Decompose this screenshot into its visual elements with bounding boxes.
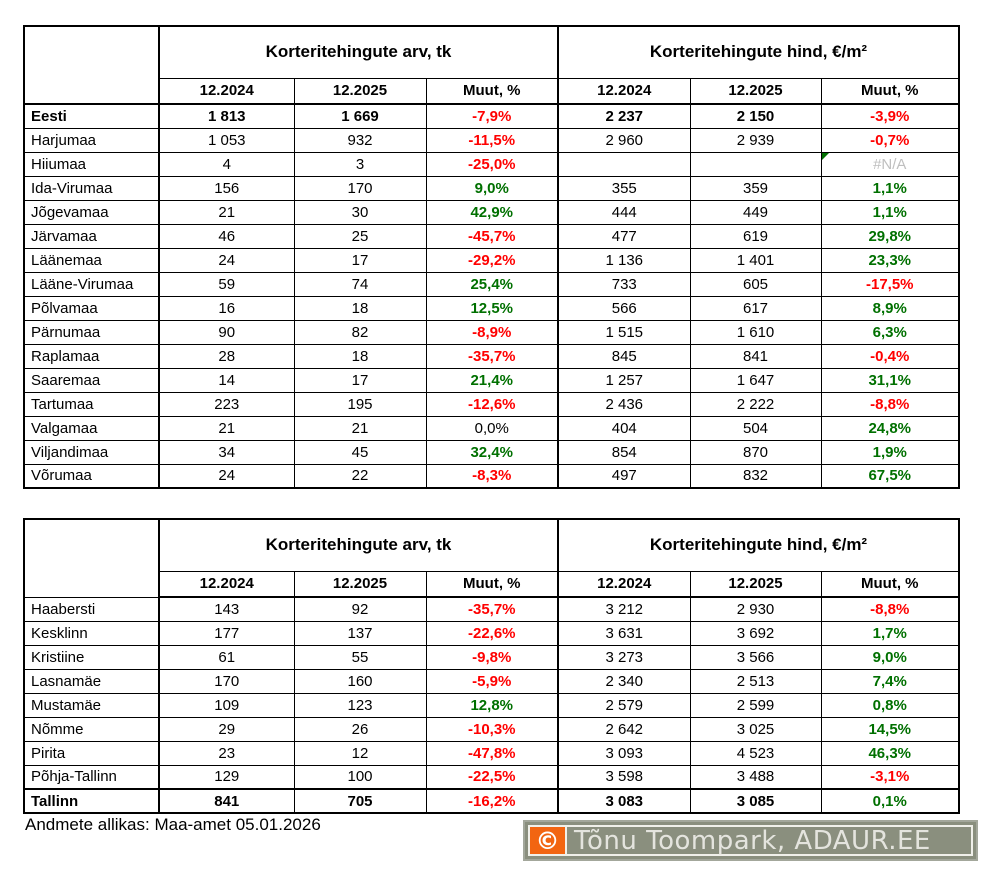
cell-count-2024: 14 — [159, 368, 294, 392]
cell-count-change: -11,5% — [426, 128, 558, 152]
cell-price-2025: 2 939 — [690, 128, 821, 152]
cell-price-2024: 2 237 — [558, 104, 690, 128]
col-header-price-2024: 12.2024 — [558, 78, 690, 104]
table-row — [24, 464, 959, 488]
table-row — [24, 248, 959, 272]
corner-empty-cell — [24, 519, 159, 597]
cell-price-change: 23,3% — [821, 248, 959, 272]
cell-count-change: -12,6% — [426, 392, 558, 416]
cell-count-2024: 129 — [159, 765, 294, 789]
cell-price-2025 — [690, 152, 821, 176]
cell-region-name: Saaremaa — [24, 368, 159, 392]
cell-price-2025: 1 647 — [690, 368, 821, 392]
cell-region-name: Raplamaa — [24, 344, 159, 368]
table-row — [24, 669, 959, 693]
cell-price-2024: 733 — [558, 272, 690, 296]
cell-count-change: -5,9% — [426, 669, 558, 693]
cell-count-2025: 705 — [294, 789, 426, 813]
cell-count-2024: 59 — [159, 272, 294, 296]
cell-price-2024: 3 631 — [558, 621, 690, 645]
table-row — [24, 392, 959, 416]
cell-count-change: -47,8% — [426, 741, 558, 765]
cell-price-2025: 832 — [690, 464, 821, 488]
cell-count-2025: 160 — [294, 669, 426, 693]
col-header-price-change: Muut, % — [821, 571, 959, 597]
cell-region-name: Läänemaa — [24, 248, 159, 272]
cell-price-2025: 4 523 — [690, 741, 821, 765]
col-header-count-2025: 12.2025 — [294, 78, 426, 104]
cell-count-2024: 34 — [159, 440, 294, 464]
cell-price-2025: 3 566 — [690, 645, 821, 669]
error-triangle-icon — [822, 153, 829, 160]
table-row — [24, 416, 959, 440]
cell-count-change: -35,7% — [426, 597, 558, 621]
cell-price-2024: 2 340 — [558, 669, 690, 693]
cell-price-2024: 1 136 — [558, 248, 690, 272]
cell-count-2025: 55 — [294, 645, 426, 669]
cell-count-change: 32,4% — [426, 440, 558, 464]
cell-count-2025: 45 — [294, 440, 426, 464]
tallinn-district-table — [23, 518, 960, 814]
cell-region-name: Jõgevamaa — [24, 200, 159, 224]
cell-price-change: 6,3% — [821, 320, 959, 344]
cell-count-2025: 18 — [294, 344, 426, 368]
cell-price-2025: 2 930 — [690, 597, 821, 621]
cell-count-2025: 100 — [294, 765, 426, 789]
cell-count-change: -22,5% — [426, 765, 558, 789]
cell-count-2024: 109 — [159, 693, 294, 717]
cell-price-2025: 2 150 — [690, 104, 821, 128]
cell-region-name: Valgamaa — [24, 416, 159, 440]
sub-header-row — [24, 78, 959, 104]
cell-price-2024: 3 083 — [558, 789, 690, 813]
cell-price-2025: 619 — [690, 224, 821, 248]
table-row — [24, 224, 959, 248]
table-row — [24, 344, 959, 368]
cell-count-2025: 26 — [294, 717, 426, 741]
cell-price-2024: 2 436 — [558, 392, 690, 416]
cell-count-2025: 137 — [294, 621, 426, 645]
cell-count-2024: 24 — [159, 248, 294, 272]
cell-price-2024: 3 093 — [558, 741, 690, 765]
cell-price-2024: 404 — [558, 416, 690, 440]
cell-price-2025: 841 — [690, 344, 821, 368]
col-header-price-2025: 12.2025 — [690, 78, 821, 104]
sub-header-row — [24, 571, 959, 597]
cell-price-2025: 1 610 — [690, 320, 821, 344]
cell-count-change: -45,7% — [426, 224, 558, 248]
cell-region-name: Tartumaa — [24, 392, 159, 416]
col-header-count-change: Muut, % — [426, 571, 558, 597]
cell-region-name: Kristiine — [24, 645, 159, 669]
table-row — [24, 765, 959, 789]
cell-price-2024: 3 273 — [558, 645, 690, 669]
cell-count-2024: 143 — [159, 597, 294, 621]
cell-region-name: Pirita — [24, 741, 159, 765]
cell-count-2024: 223 — [159, 392, 294, 416]
cell-price-change: -17,5% — [821, 272, 959, 296]
cell-price-2024: 566 — [558, 296, 690, 320]
cell-count-change: 42,9% — [426, 200, 558, 224]
cell-count-2025: 17 — [294, 248, 426, 272]
cell-count-2025: 18 — [294, 296, 426, 320]
cell-price-2024: 444 — [558, 200, 690, 224]
cell-price-change: 1,1% — [821, 200, 959, 224]
cell-price-2024: 2 642 — [558, 717, 690, 741]
col-header-count-2024: 12.2024 — [159, 571, 294, 597]
cell-count-2025: 17 — [294, 368, 426, 392]
cell-count-2024: 177 — [159, 621, 294, 645]
cell-price-2025: 3 025 — [690, 717, 821, 741]
cell-region-name: Kesklinn — [24, 621, 159, 645]
cell-count-2024: 21 — [159, 200, 294, 224]
cell-count-change: 25,4% — [426, 272, 558, 296]
watermark-frame — [528, 825, 973, 856]
watermark-label: Tõnu Toompark, ADAUR.EE — [574, 825, 931, 856]
cell-count-2024: 61 — [159, 645, 294, 669]
cell-price-2025: 617 — [690, 296, 821, 320]
cell-count-2024: 156 — [159, 176, 294, 200]
cell-region-name: Lasnamäe — [24, 669, 159, 693]
cell-region-name: Põlvamaa — [24, 296, 159, 320]
cell-price-change: -0,7% — [821, 128, 959, 152]
cell-count-2024: 1 053 — [159, 128, 294, 152]
cell-count-change: -9,8% — [426, 645, 558, 669]
table-row — [24, 741, 959, 765]
cell-price-2024: 1 257 — [558, 368, 690, 392]
cell-region-name: Pärnumaa — [24, 320, 159, 344]
cell-price-2025: 359 — [690, 176, 821, 200]
cell-price-change: -3,9% — [821, 104, 959, 128]
cell-count-2025: 21 — [294, 416, 426, 440]
cell-price-2025: 1 401 — [690, 248, 821, 272]
cell-price-2025: 605 — [690, 272, 821, 296]
cell-price-change: 1,7% — [821, 621, 959, 645]
copyright-icon: © — [530, 827, 567, 854]
cell-count-2024: 841 — [159, 789, 294, 813]
table-row — [24, 152, 959, 176]
cell-count-2024: 170 — [159, 669, 294, 693]
cell-count-2024: 28 — [159, 344, 294, 368]
cell-price-2025: 504 — [690, 416, 821, 440]
cell-price-2025: 3 085 — [690, 789, 821, 813]
cell-count-2025: 170 — [294, 176, 426, 200]
group-header-count: Korteritehingute arv, tk — [159, 519, 558, 571]
cell-count-2025: 82 — [294, 320, 426, 344]
table-row — [24, 693, 959, 717]
cell-count-2024: 23 — [159, 741, 294, 765]
cell-price-2024: 3 598 — [558, 765, 690, 789]
col-header-count-2024: 12.2024 — [159, 78, 294, 104]
cell-price-change: -8,8% — [821, 392, 959, 416]
cell-count-change: -29,2% — [426, 248, 558, 272]
cell-count-change: -8,9% — [426, 320, 558, 344]
cell-price-2024: 1 515 — [558, 320, 690, 344]
cell-price-change: 1,1% — [821, 176, 959, 200]
cell-count-2024: 16 — [159, 296, 294, 320]
cell-count-change: 9,0% — [426, 176, 558, 200]
group-header-price: Korteritehingute hind, €/m² — [558, 26, 959, 78]
col-header-count-2025: 12.2025 — [294, 571, 426, 597]
cell-count-2024: 1 813 — [159, 104, 294, 128]
cell-count-change: 21,4% — [426, 368, 558, 392]
cell-count-2025: 123 — [294, 693, 426, 717]
table-row — [24, 176, 959, 200]
table-row — [24, 368, 959, 392]
cell-price-2024: 845 — [558, 344, 690, 368]
table-row — [24, 645, 959, 669]
cell-count-2025: 74 — [294, 272, 426, 296]
col-header-price-2024: 12.2024 — [558, 571, 690, 597]
cell-price-change: -0,4% — [821, 344, 959, 368]
cell-region-name: Tallinn — [24, 789, 159, 813]
cell-price-change: 7,4% — [821, 669, 959, 693]
cell-price-2024: 355 — [558, 176, 690, 200]
table-row — [24, 621, 959, 645]
cell-price-change: 8,9% — [821, 296, 959, 320]
cell-region-name: Haabersti — [24, 597, 159, 621]
cell-region-name: Hiiumaa — [24, 152, 159, 176]
cell-count-2024: 90 — [159, 320, 294, 344]
cell-price-2025: 870 — [690, 440, 821, 464]
table-row — [24, 296, 959, 320]
cell-count-2025: 12 — [294, 741, 426, 765]
cell-count-change: 0,0% — [426, 416, 558, 440]
cell-count-change: -35,7% — [426, 344, 558, 368]
corner-empty-cell — [24, 26, 159, 104]
table-row — [24, 320, 959, 344]
county-table — [23, 25, 960, 489]
cell-count-2024: 46 — [159, 224, 294, 248]
cell-count-change: -25,0% — [426, 152, 558, 176]
cell-region-name: Eesti — [24, 104, 159, 128]
table-row — [24, 440, 959, 464]
cell-price-2025: 2 513 — [690, 669, 821, 693]
cell-count-2025: 92 — [294, 597, 426, 621]
cell-count-2025: 932 — [294, 128, 426, 152]
cell-count-2025: 22 — [294, 464, 426, 488]
cell-price-change: -3,1% — [821, 765, 959, 789]
cell-price-2025: 449 — [690, 200, 821, 224]
cell-count-change: 12,8% — [426, 693, 558, 717]
cell-price-2024: 497 — [558, 464, 690, 488]
cell-count-change: -10,3% — [426, 717, 558, 741]
cell-price-change: 24,8% — [821, 416, 959, 440]
table-row — [24, 717, 959, 741]
table-row — [24, 272, 959, 296]
cell-price-change: 31,1% — [821, 368, 959, 392]
cell-price-2025: 3 488 — [690, 765, 821, 789]
cell-price-change: 1,9% — [821, 440, 959, 464]
group-header-price: Korteritehingute hind, €/m² — [558, 519, 959, 571]
cell-region-name: Nõmme — [24, 717, 159, 741]
cell-count-2025: 25 — [294, 224, 426, 248]
cell-region-name: Võrumaa — [24, 464, 159, 488]
cell-price-change: #N/A — [821, 152, 959, 176]
cell-price-2025: 2 599 — [690, 693, 821, 717]
table-row — [24, 200, 959, 224]
group-header-count: Korteritehingute arv, tk — [159, 26, 558, 78]
cell-count-2024: 21 — [159, 416, 294, 440]
data-source-note: Andmete allikas: Maa-amet 05.01.2026 — [25, 815, 321, 834]
cell-price-change: 46,3% — [821, 741, 959, 765]
cell-region-name: Ida-Virumaa — [24, 176, 159, 200]
cell-price-2025: 2 222 — [690, 392, 821, 416]
col-header-count-change: Muut, % — [426, 78, 558, 104]
table-row — [24, 128, 959, 152]
cell-region-name: Järvamaa — [24, 224, 159, 248]
cell-region-name: Harjumaa — [24, 128, 159, 152]
group-header-row — [24, 26, 959, 78]
cell-price-2025: 3 692 — [690, 621, 821, 645]
cell-region-name: Viljandimaa — [24, 440, 159, 464]
cell-price-change: 0,1% — [821, 789, 959, 813]
cell-price-change: 29,8% — [821, 224, 959, 248]
cell-count-2024: 24 — [159, 464, 294, 488]
watermark — [523, 820, 978, 861]
cell-price-2024: 2 579 — [558, 693, 690, 717]
col-header-price-2025: 12.2025 — [690, 571, 821, 597]
cell-region-name: Põhja-Tallinn — [24, 765, 159, 789]
cell-count-2025: 1 669 — [294, 104, 426, 128]
cell-price-2024: 2 960 — [558, 128, 690, 152]
cell-count-change: -16,2% — [426, 789, 558, 813]
cell-price-change: 0,8% — [821, 693, 959, 717]
cell-count-change: -22,6% — [426, 621, 558, 645]
cell-count-2025: 30 — [294, 200, 426, 224]
cell-count-2024: 29 — [159, 717, 294, 741]
cell-count-change: 12,5% — [426, 296, 558, 320]
col-header-price-change: Muut, % — [821, 78, 959, 104]
cell-count-2025: 3 — [294, 152, 426, 176]
cell-price-change: 14,5% — [821, 717, 959, 741]
cell-region-name: Lääne-Virumaa — [24, 272, 159, 296]
cell-price-2024: 854 — [558, 440, 690, 464]
cell-price-change: -8,8% — [821, 597, 959, 621]
cell-price-2024 — [558, 152, 690, 176]
table-row — [24, 789, 959, 813]
cell-count-change: -7,9% — [426, 104, 558, 128]
cell-price-change: 67,5% — [821, 464, 959, 488]
group-header-row — [24, 519, 959, 571]
table-row — [24, 597, 959, 621]
cell-price-2024: 477 — [558, 224, 690, 248]
cell-price-change: 9,0% — [821, 645, 959, 669]
cell-count-2024: 4 — [159, 152, 294, 176]
cell-count-2025: 195 — [294, 392, 426, 416]
cell-count-change: -8,3% — [426, 464, 558, 488]
table-row — [24, 104, 959, 128]
cell-region-name: Mustamäe — [24, 693, 159, 717]
cell-price-2024: 3 212 — [558, 597, 690, 621]
